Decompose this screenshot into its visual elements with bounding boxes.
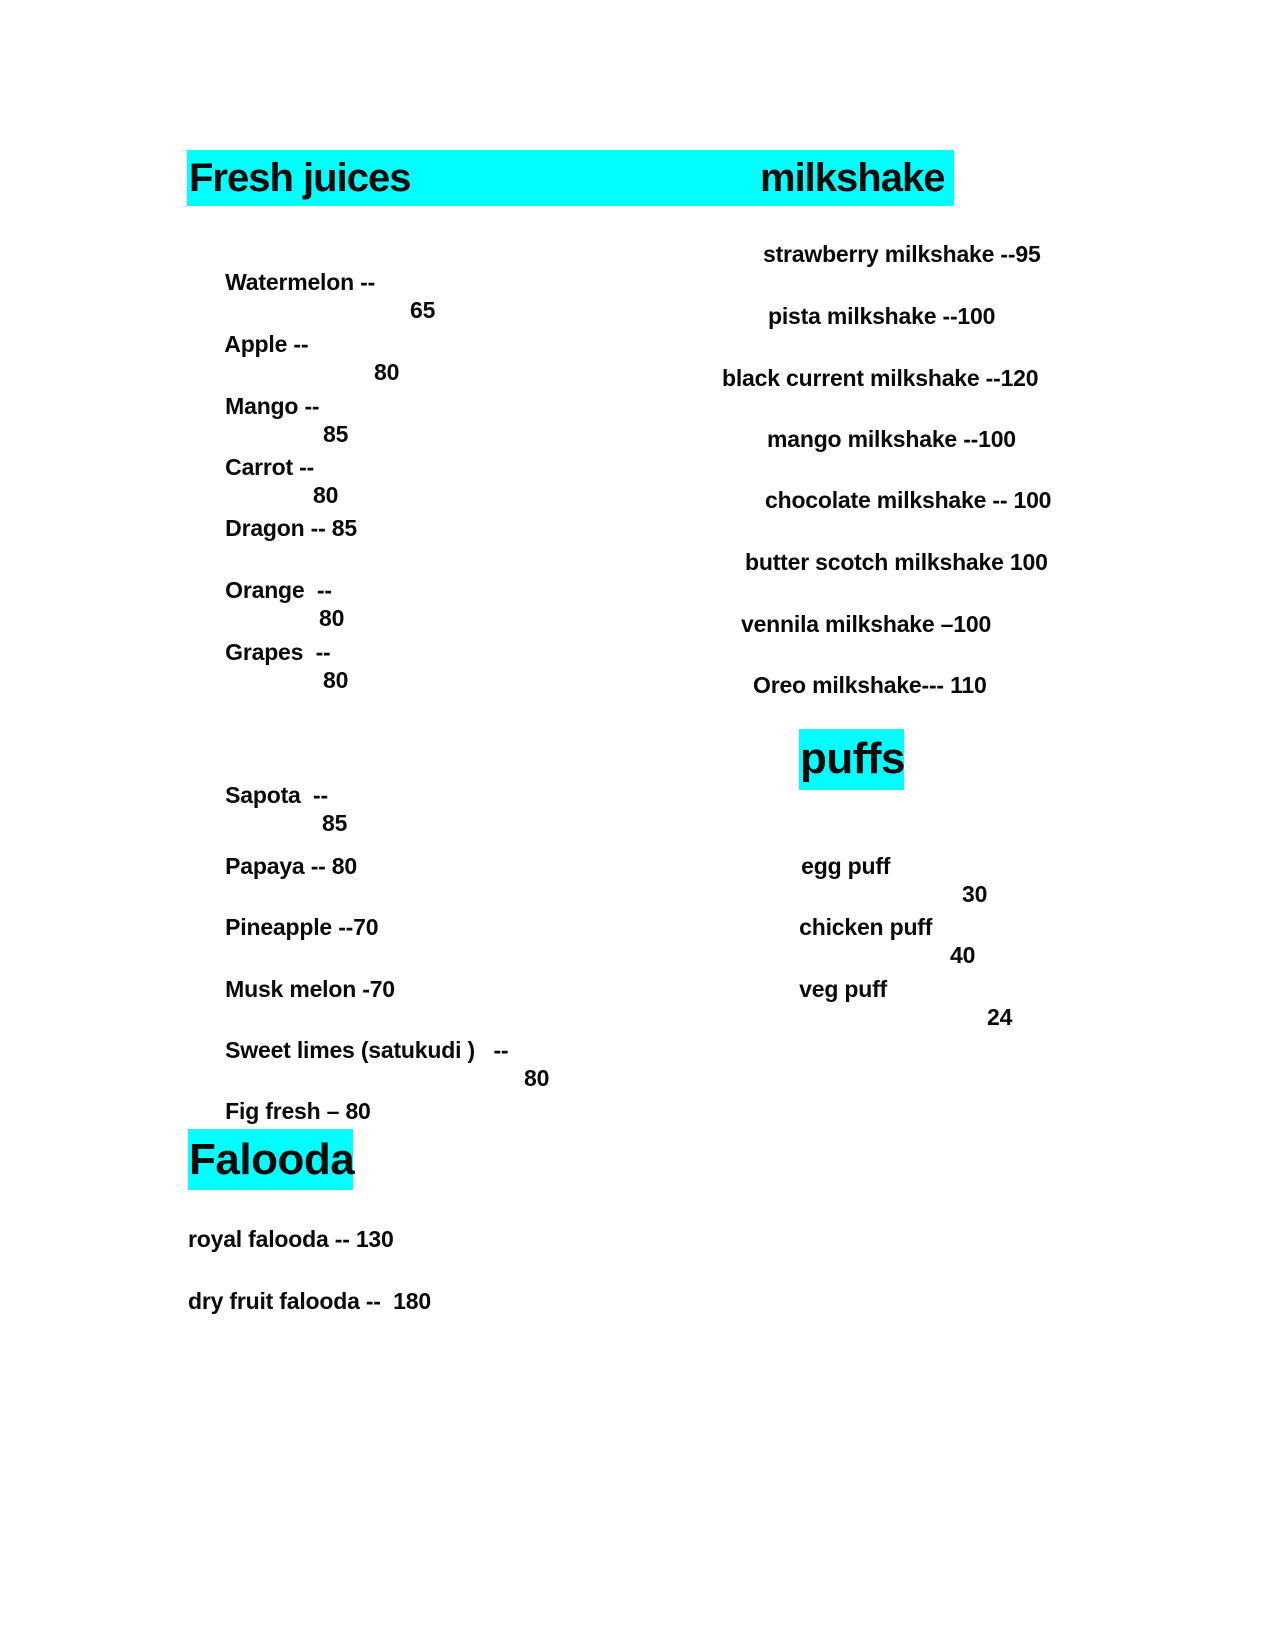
section-title-fresh-juices: Fresh juices	[189, 156, 411, 200]
menu-item: black current milkshake --120	[722, 365, 1039, 391]
menu-item: royal falooda -- 130	[188, 1226, 394, 1252]
item-price: 85	[322, 810, 348, 836]
item-price: 65	[410, 297, 436, 323]
menu-item: butter scotch milkshake 100	[745, 549, 1048, 575]
item-name: Apple --	[224, 331, 309, 357]
menu-item: vennila milkshake –100	[741, 611, 992, 637]
menu-item: strawberry milkshake --95	[763, 241, 1041, 267]
section-title-milkshake: milkshake	[760, 156, 945, 200]
item-name: Musk melon -70	[225, 976, 395, 1002]
item-name: Sweet limes (satukudi ) --	[225, 1037, 509, 1063]
item-name: Dragon -- 85	[225, 515, 357, 541]
item-name: Orange --	[225, 577, 332, 603]
menu-item	[188, 610, 349, 722]
item-name: veg puff	[799, 976, 887, 1002]
item-name: Grapes --	[225, 639, 331, 665]
menu-item: dry fruit falooda -- 180	[188, 1288, 431, 1314]
item-name: Sapota --	[225, 782, 328, 808]
item-name: Papaya -- 80	[225, 853, 357, 879]
item-price: 24	[987, 1004, 1013, 1030]
item-name: Pineapple --70	[225, 914, 379, 940]
menu-item: Oreo milkshake--- 110	[753, 672, 987, 698]
item-name: Carrot --	[225, 454, 315, 480]
item-name: chicken puff	[799, 914, 933, 940]
menu-item: pista milkshake --100	[768, 303, 996, 329]
menu-item: mango milkshake --100	[767, 426, 1016, 452]
item-price: 85	[323, 421, 349, 447]
item-name: Fig fresh – 80	[225, 1098, 371, 1124]
section-title-falooda: Falooda	[189, 1135, 355, 1184]
item-price: 80	[374, 359, 400, 385]
item-name: Watermelon --	[225, 269, 376, 295]
item-price: 80	[313, 482, 339, 508]
menu-item: chocolate milkshake -- 100	[765, 487, 1052, 513]
item-name: Mango --	[225, 393, 320, 419]
section-title-puffs: puffs	[800, 734, 906, 783]
item-name: egg puff	[801, 853, 891, 879]
item-price: 30	[962, 881, 988, 907]
item-price: 80	[319, 605, 345, 631]
item-price: 80	[524, 1065, 550, 1091]
item-price: 80	[323, 667, 349, 693]
item-price: 40	[950, 942, 976, 968]
